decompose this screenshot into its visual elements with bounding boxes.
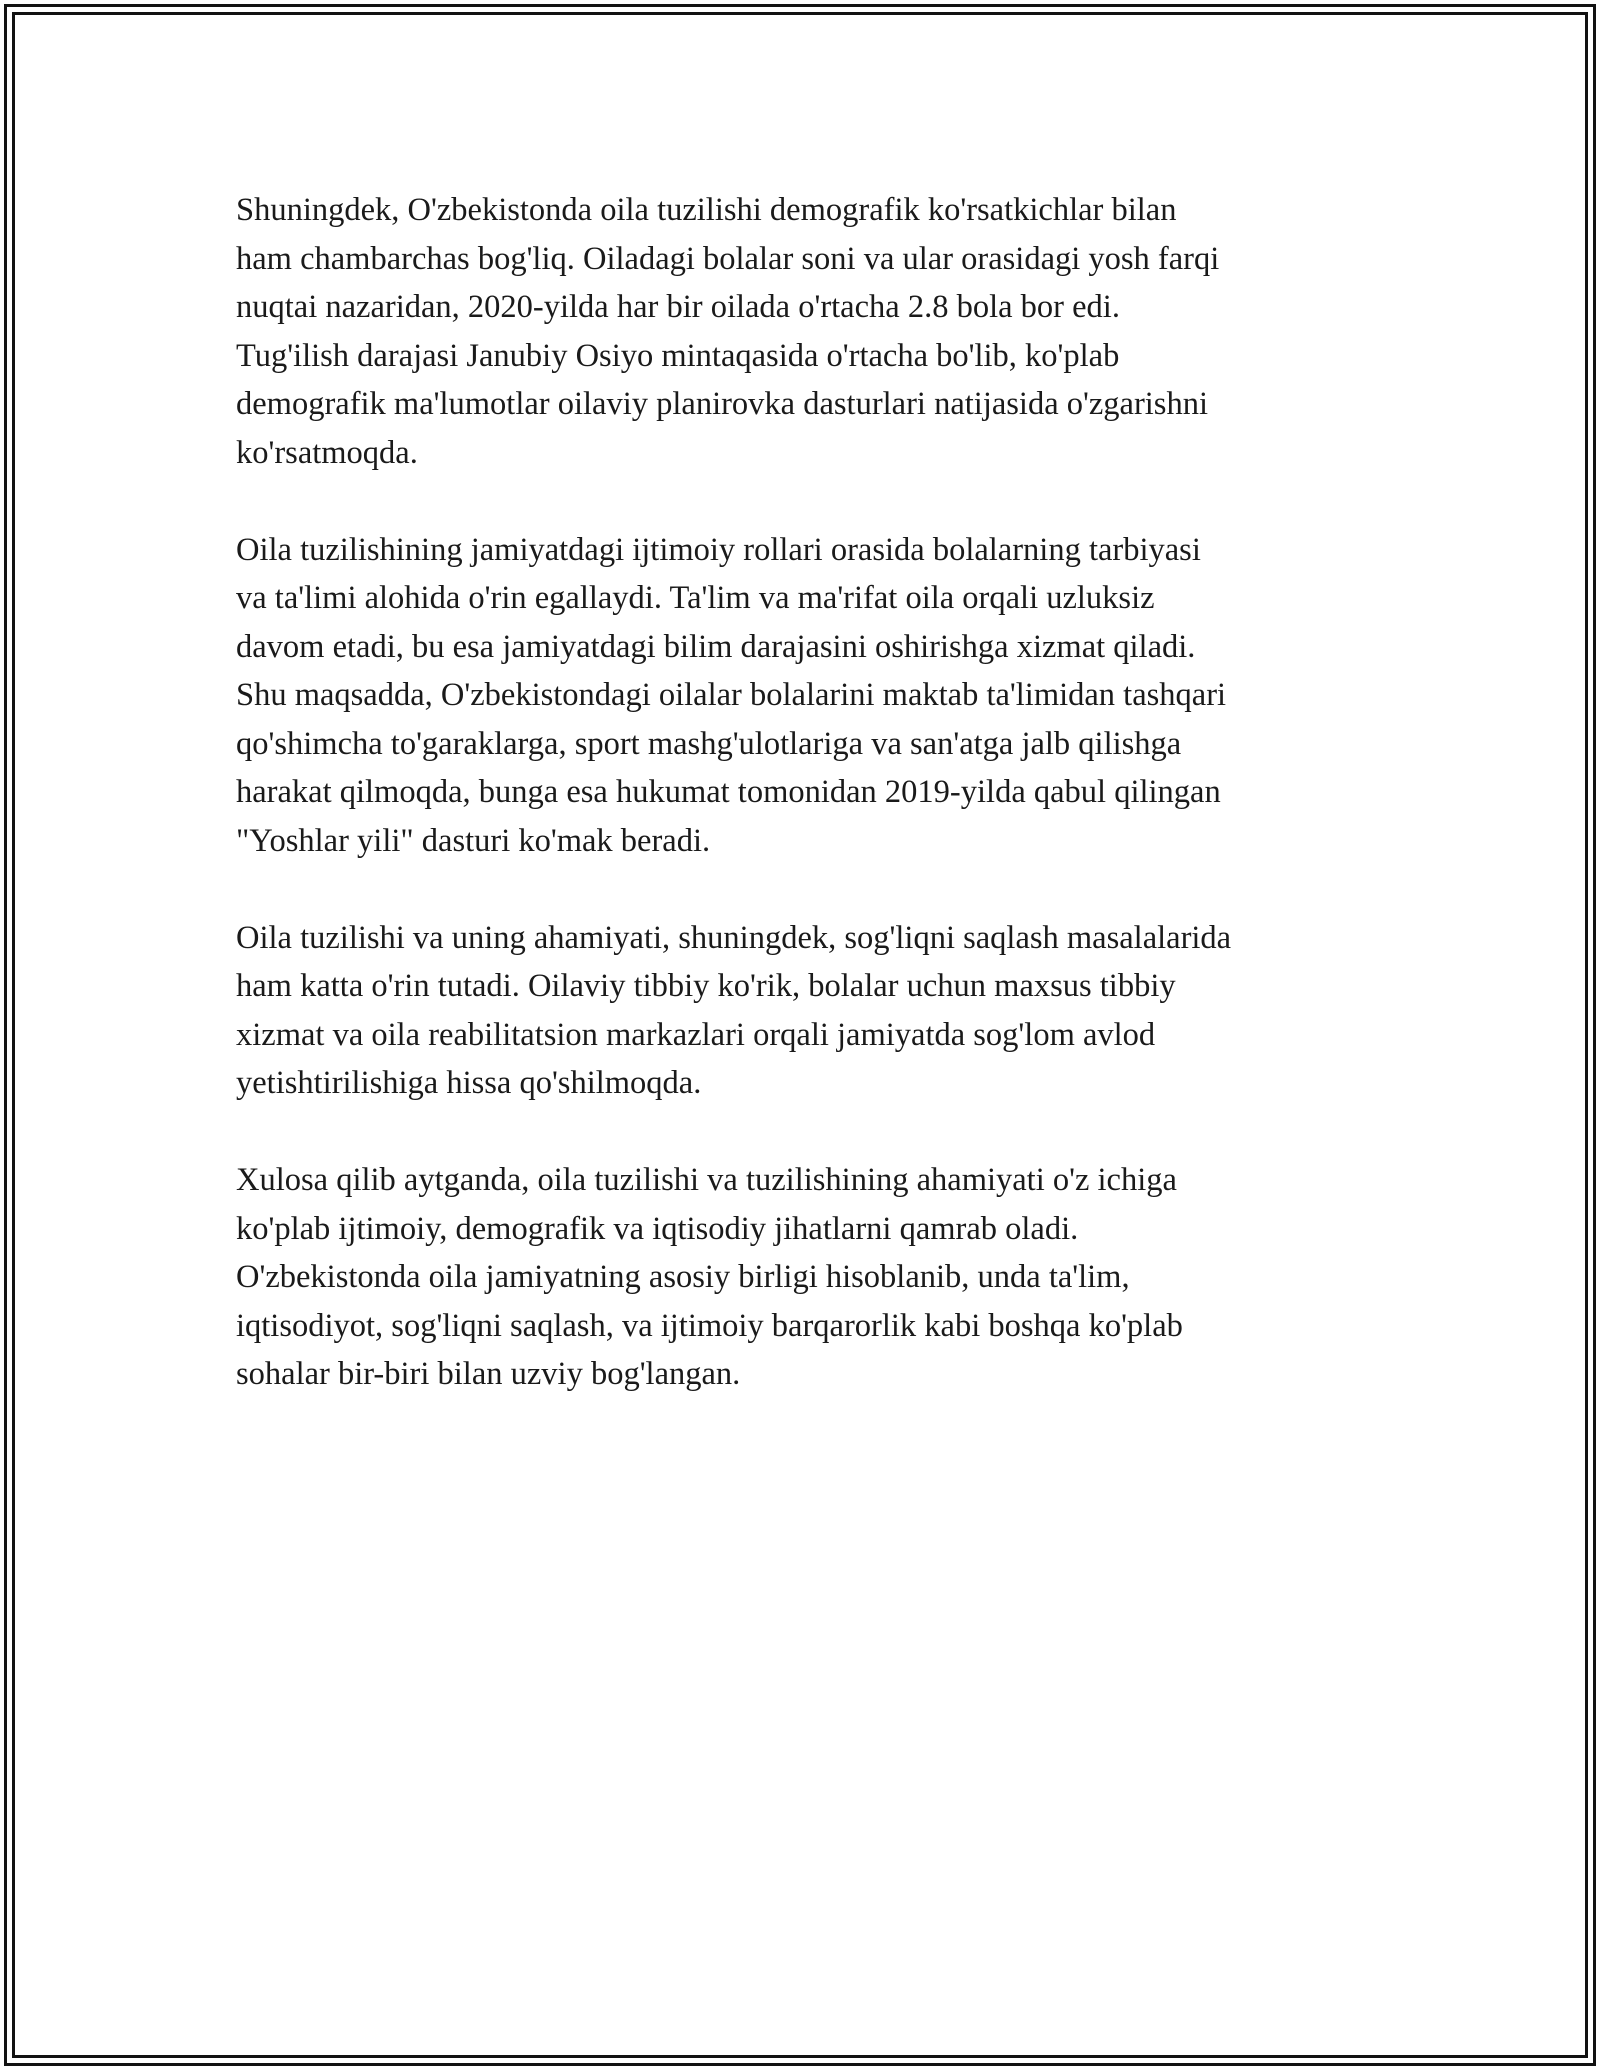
- paragraph-1: [236, 186, 1386, 477]
- text-line: ko'rsatmoqda.: [236, 434, 418, 471]
- text-line: yetishtirilishiga hissa qo'shilmoqda.: [236, 1065, 702, 1101]
- text-line: iqtisodiyot, sog'liqni saqlash, va ijtimoiy barqarorlik kabi boshqa ko'plab: [236, 1307, 1183, 1344]
- text-line: ham katta o'rin tutadi. Oilaviy tibbiy ko'rik, bolalar uchun maxsus tibbiy: [236, 968, 1176, 1004]
- text-line: harakat qilmoqda, bunga esa hukumat tomonidan 2019-yilda qabul qilingan: [236, 774, 1221, 810]
- text-line: va ta'limi alohida o'rin egallaydi. Ta'lim va ma'rifat oila orqali uzluksiz: [236, 580, 1155, 616]
- text-line: demografik ma'lumotlar oilaviy planirovka dasturlari natijasida o'zgarishni: [236, 386, 1208, 422]
- text-line: xizmat va oila reabilitatsion markazlari orqali jamiyatda sog'lom avlod: [236, 1016, 1156, 1053]
- paragraph-4: [236, 1156, 1386, 1399]
- text-line: O'zbekistonda oila jamiyatning asosiy birligi hisoblanib, unda ta'lim,: [236, 1259, 1130, 1295]
- paragraph-2: [236, 526, 1386, 866]
- text-line: Oila tuzilishining jamiyatdagi ijtimoiy rollari orasida bolalarning tarbiyasi: [236, 531, 1201, 568]
- text-line: nuqtai nazaridan, 2020-yilda har bir oilada o'rtacha 2.8 bola bor edi.: [236, 289, 1120, 325]
- text-line: davom etadi, bu esa jamiyatdagi bilim darajasini oshirishga xizmat qiladi.: [236, 628, 1196, 665]
- text-line: ko'plab ijtimoiy, demografik va iqtisodiy jihatlarni qamrab oladi.: [236, 1210, 1079, 1247]
- text-line: Oila tuzilishi va uning ahamiyati, shuningdek, sog'liqni saqlash masalalarida: [236, 919, 1232, 956]
- text-line: sohalar bir-biri bilan uzviy bog'langan.: [236, 1356, 741, 1392]
- paragraph-3: [236, 914, 1386, 1108]
- text-line: qo'shimcha to'garaklarga, sport mashg'ulotlariga va san'atga jalb qilishga: [236, 725, 1182, 762]
- document-body: [236, 186, 1386, 1447]
- text-line: Shu maqsadda, O'zbekistondagi oilalar bolalarini maktab ta'limidan tashqari: [236, 677, 1227, 713]
- text-line: Tug'ilish darajasi Janubiy Osiyo mintaqasida o'rtacha bo'lib, ko'plab: [236, 337, 1120, 374]
- text-line: ham chambarchas bog'liq. Oiladagi bolalar soni va ular orasidagi yosh farqi: [236, 240, 1220, 277]
- text-line: Shuningdek, O'zbekistonda oila tuzilishi demografik ko'rsatkichlar bilan: [236, 192, 1177, 228]
- text-line: "Yoshlar yili" dasturi ko'mak beradi.: [236, 822, 711, 859]
- text-line: Xulosa qilib aytganda, oila tuzilishi va tuzilishining ahamiyati o'z ichiga: [236, 1162, 1177, 1198]
